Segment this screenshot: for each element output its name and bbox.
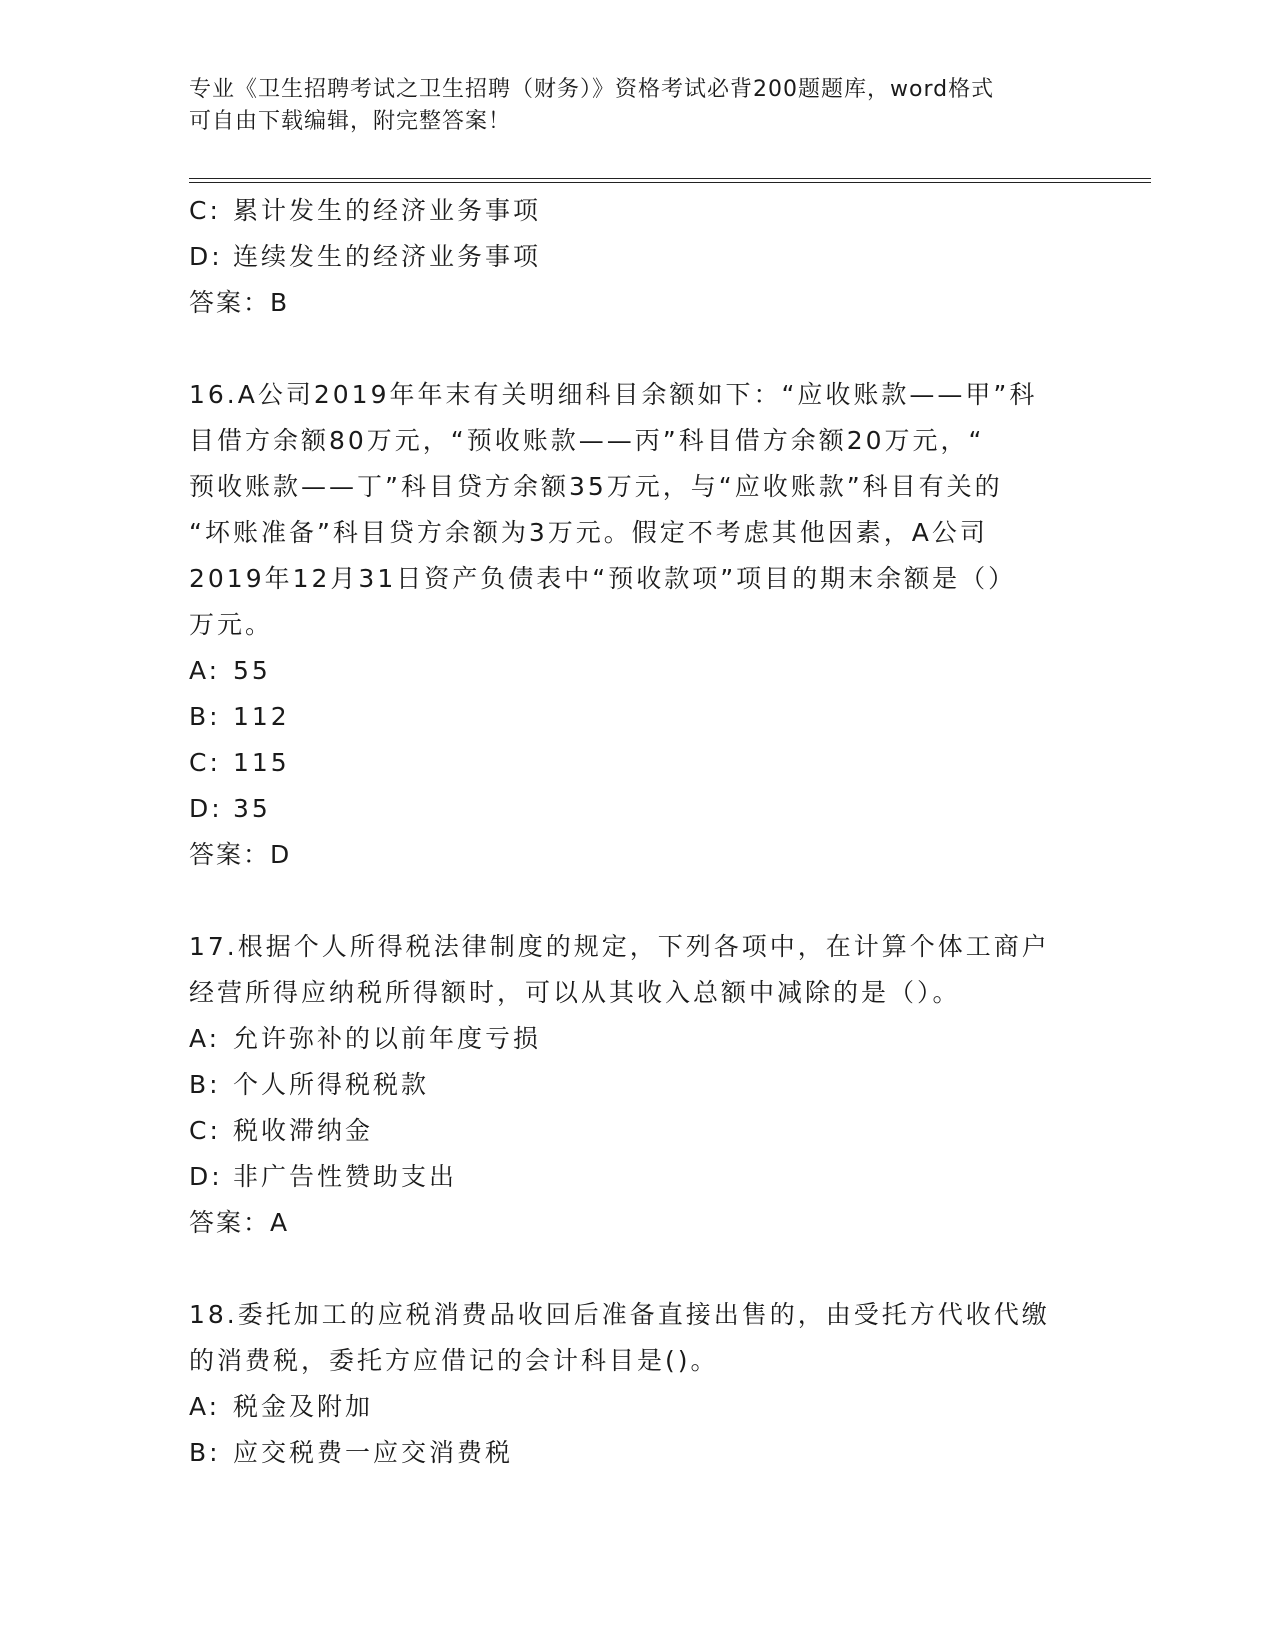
option-key: C: (189, 196, 221, 225)
question-stem-line: 万元。 (189, 610, 274, 639)
option-text: 允许弥补的以前年度亏损 (233, 1024, 542, 1053)
option-key: D: (189, 1162, 223, 1191)
option-text: 55 (233, 656, 271, 685)
option-key: D: (189, 242, 223, 271)
option-a (189, 648, 1089, 694)
option-d (189, 1154, 1089, 1200)
option-a (189, 1384, 1089, 1430)
option-key: A: (189, 1024, 221, 1053)
option-c (189, 740, 1089, 786)
header-title-line-2: 可自由下载编辑，附完整答案！ (189, 109, 512, 134)
question-stem-line: 16.A公司2019年年末有关明细科目余额如下：“应收账款——甲”科 (189, 380, 1038, 409)
question-stem-line: 目借方余额80万元，“预收账款——丙”科目借方余额20万元，“ (189, 426, 985, 455)
option-text: 累计发生的经济业务事项 (233, 196, 542, 225)
option-key: A: (189, 656, 221, 685)
option-text: 连续发生的经济业务事项 (233, 242, 542, 271)
option-key: B: (189, 1438, 221, 1467)
spacer (189, 326, 1089, 372)
option-b (189, 694, 1089, 740)
question-stem-line: 的消费税，委托方应借记的会计科目是()。 (189, 1346, 719, 1375)
question-15-tail (189, 188, 1089, 326)
question-stem-line: 预收账款——丁”科目贷方余额35万元，与“应收账款”科目有关的 (189, 472, 1003, 501)
option-a (189, 1016, 1089, 1062)
option-key: B: (189, 1070, 221, 1099)
option-b (189, 1430, 1089, 1476)
spacer (189, 878, 1089, 924)
option-text: 税金及附加 (233, 1392, 374, 1421)
document-header (189, 74, 1089, 138)
question-stem-line: 18.委托加工的应税消费品收回后准备直接出售的，由受托方代收代缴 (189, 1300, 1050, 1329)
option-text: 应交税费一应交消费税 (233, 1438, 514, 1467)
question-18 (189, 1292, 1089, 1476)
spacer (189, 1246, 1089, 1292)
question-stem-line: 经营所得应纳税所得额时，可以从其收入总额中减除的是（）。 (189, 978, 961, 1007)
option-key: D: (189, 794, 223, 823)
option-c (189, 1108, 1089, 1154)
question-16 (189, 372, 1089, 878)
question-17 (189, 924, 1089, 1246)
answer-line: 答案：D (189, 840, 292, 869)
option-key: C: (189, 748, 221, 777)
option-text: 112 (233, 702, 290, 731)
answer-line: 答案：A (189, 1208, 290, 1237)
option-text: 税收滞纳金 (233, 1116, 374, 1145)
question-stem-line: 17.根据个人所得税法律制度的规定，下列各项中，在计算个体工商户 (189, 932, 1050, 961)
option-key: A: (189, 1392, 221, 1421)
option-text: 35 (233, 794, 271, 823)
option-d (189, 234, 1089, 280)
option-key: B: (189, 702, 221, 731)
option-text: 115 (233, 748, 290, 777)
header-divider (189, 178, 1151, 179)
option-key: C: (189, 1116, 221, 1145)
answer-line: 答案：B (189, 288, 290, 317)
option-b (189, 1062, 1089, 1108)
question-stem-line: 2019年12月31日资产负债表中“预收款项”项目的期末余额是（） (189, 564, 1017, 593)
question-stem-line: “坏账准备”科目贷方余额为3万元。假定不考虑其他因素，A公司 (189, 518, 988, 547)
option-c (189, 188, 1089, 234)
document-body (189, 188, 1089, 1476)
option-text: 个人所得税税款 (233, 1070, 430, 1099)
option-text: 非广告性赞助支出 (233, 1162, 458, 1191)
header-divider-second (189, 182, 1151, 183)
header-title-line-1: 专业《卫生招聘考试之卫生招聘（财务）》资格考试必背200题题库，word格式 (189, 77, 995, 102)
option-d (189, 786, 1089, 832)
